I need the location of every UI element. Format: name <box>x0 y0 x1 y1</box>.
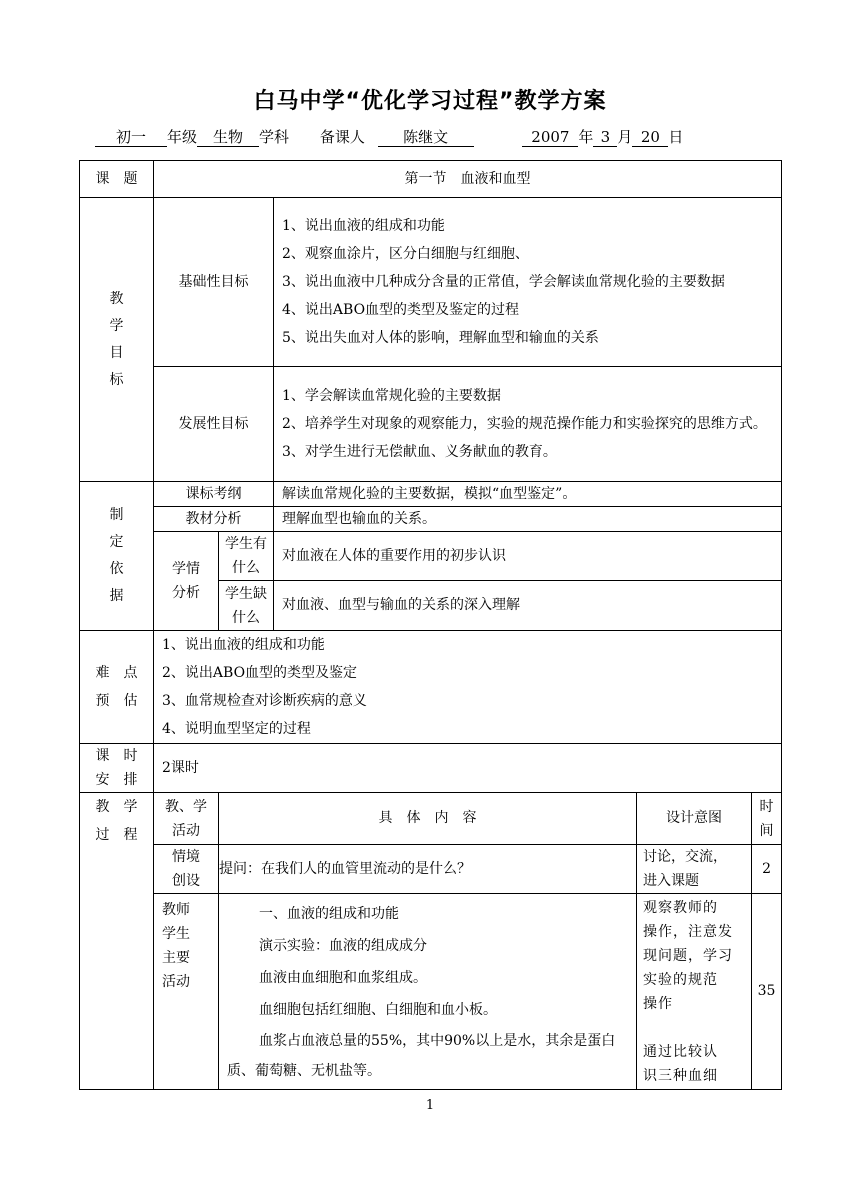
dev-goals-list <box>274 367 782 482</box>
activity-cell: 情境 创设 <box>154 845 219 894</box>
content-line: 血液由血细胞和血浆组成。 <box>259 970 427 986</box>
col-intent-header: 设计意图 <box>637 793 752 845</box>
intent-cell: 讨论，交流， 进入课题 <box>637 845 752 894</box>
date-month: 3 <box>593 128 617 147</box>
topic-label: 课 题 <box>80 161 154 198</box>
list-item: 1、说出血液的组成和功能 <box>282 218 445 234</box>
list-item: 1、说出血液的组成和功能 <box>162 637 325 653</box>
time-cell: 35 <box>752 894 782 1090</box>
basis-textbook-row <box>80 507 782 532</box>
textbook-value: 理解血型也输血的关系。 <box>274 507 782 532</box>
process-row-main <box>80 894 782 1090</box>
date-year-label: 年 <box>578 128 594 146</box>
col-content-header: 具 体 内 容 <box>219 793 637 845</box>
basic-goals-label: 基础性目标 <box>154 198 274 367</box>
student-lack-value: 对血液、血型与输血的关系的深入理解 <box>274 581 782 631</box>
schedule-label: 课 时 安 排 <box>80 744 154 793</box>
process-header-row <box>80 793 782 845</box>
standard-label: 课标考纲 <box>154 482 274 507</box>
content-line: 血浆占血液总量的55%，其中90%以上是水，其余是蛋白质、葡萄糖、无机盐等。 <box>227 1033 616 1079</box>
student-lack-label: 学生缺 什么 <box>219 581 274 631</box>
schedule-value: 2课时 <box>154 744 782 793</box>
standard-value: 解读血常规化验的主要数据，模拟“血型鉴定”。 <box>274 482 782 507</box>
date-year: 2007 <box>522 128 578 147</box>
date-day: 20 <box>632 128 668 147</box>
content-cell <box>219 894 637 1090</box>
subject-label: 学科 <box>259 128 290 146</box>
basic-goals-list <box>274 198 782 367</box>
list-item: 3、对学生进行无偿献血、义务献血的教育。 <box>282 444 557 460</box>
list-item: 5、说出失血对人体的影响，理解血型和输血的关系 <box>282 330 599 346</box>
basis-standard-row <box>80 482 782 507</box>
student-have-label: 学生有 什么 <box>219 532 274 581</box>
process-label: 教 学 过 程 <box>80 793 154 1090</box>
preparer-label: 备课人 <box>319 128 365 146</box>
student-have-value: 对血液在人体的重要作用的初步认识 <box>274 532 782 581</box>
intent-cell: 观察教师的 操作，注意发 现问题，学习 实验的规范 操作 通过比较认 识三种血细 <box>637 894 752 1090</box>
list-item: 3、血常规检查对诊断疾病的意义 <box>162 693 367 709</box>
list-item: 3、说出血液中几种成分含量的正常值，学会解读血常规化验的主要数据 <box>282 274 725 290</box>
col-activity-header: 教、学 活动 <box>154 793 219 845</box>
topic-row <box>80 161 782 198</box>
schedule-row <box>80 744 782 793</box>
date-month-label: 月 <box>617 128 633 146</box>
topic-value: 第一节 血液和血型 <box>154 161 782 198</box>
grade-value: 初一 <box>95 128 167 147</box>
textbook-label: 教材分析 <box>154 507 274 532</box>
basis-have-row <box>80 532 782 581</box>
list-item: 4、说明血型坚定的过程 <box>162 721 311 737</box>
process-row-situation <box>80 845 782 894</box>
list-item: 2、培养学生对现象的观察能力，实验的规范操作能力和实验探究的思维方式。 <box>282 416 767 432</box>
activity-cell: 教师 学生 主要 活动 <box>154 894 219 1090</box>
list-item: 2、说出ABO血型的类型及鉴定 <box>162 665 358 681</box>
goals-label: 教 学 目 标 <box>80 198 154 482</box>
difficulty-list <box>154 631 782 744</box>
dev-goals-label: 发展性目标 <box>154 367 274 482</box>
student-analysis-label: 学情 分析 <box>154 532 219 631</box>
difficulty-label: 难 点 预 估 <box>80 631 154 744</box>
lesson-plan-table <box>79 160 782 1090</box>
list-item: 1、学会解读血常规化验的主要数据 <box>282 388 501 404</box>
preparer-value: 陈继文 <box>378 128 474 147</box>
difficulty-row <box>80 631 782 744</box>
grade-label: 年级 <box>167 128 198 146</box>
list-item: 2、观察血涂片，区分白细胞与红细胞、 <box>282 246 529 262</box>
content-cell: 提问：在我们人的血管里流动的是什么？ <box>219 845 637 894</box>
list-item: 4、说出ABO血型的类型及鉴定的过程 <box>282 302 520 318</box>
content-line: 演示实验：血液的组成成分 <box>259 938 427 954</box>
goals-basic-row <box>80 198 782 367</box>
goals-dev-row <box>80 367 782 482</box>
header-line <box>95 126 683 147</box>
content-line: 一、血液的组成和功能 <box>259 906 399 922</box>
document-title: 白马中学“优化学习过程”教学方案 <box>253 89 607 114</box>
page-number: 1 <box>425 1098 435 1113</box>
subject-value: 生物 <box>197 128 259 147</box>
basis-label: 制 定 依 据 <box>80 482 154 631</box>
col-time-header: 时 间 <box>752 793 782 845</box>
date-day-label: 日 <box>668 128 684 146</box>
time-cell: 2 <box>752 845 782 894</box>
content-line: 血细胞包括红细胞、白细胞和血小板。 <box>259 1002 497 1018</box>
